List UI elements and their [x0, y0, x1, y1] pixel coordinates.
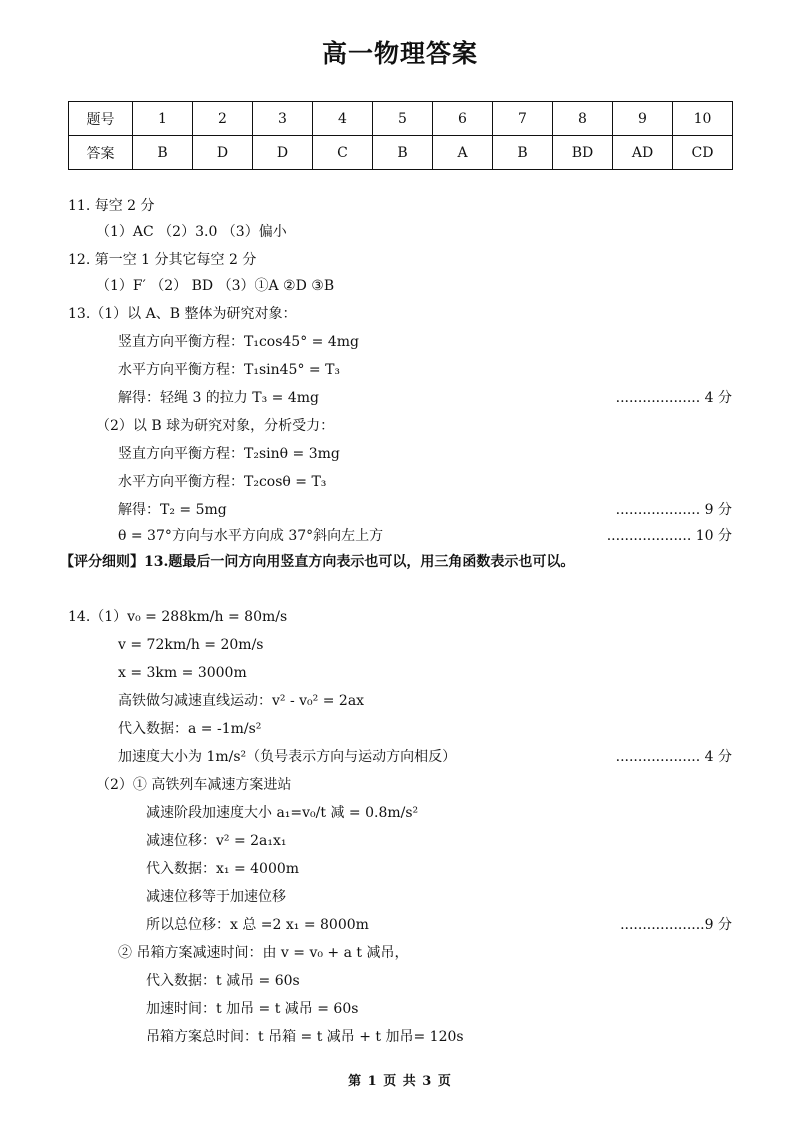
answer-cell: D: [193, 136, 253, 170]
answer-line: [0, 996, 800, 1022]
answer-line-text: 解得：T₂ = 5mg: [118, 502, 227, 518]
answer-cell: C: [313, 136, 373, 170]
answer-cell: AD: [613, 136, 673, 170]
answer-line-text: 13.（1）以 A、B 整体为研究对象：: [68, 306, 297, 322]
answer-line: [0, 469, 800, 495]
answer-line-text: 12. 第一空 1 分其它每空 2 分: [68, 252, 257, 268]
answer-line: [0, 549, 800, 575]
answer-line-text: 所以总位移：x 总 =2 x₁ = 8000m: [146, 917, 369, 933]
answer-line-text: 减速阶段加速度大小 a₁=v₀/t 减 = 0.8m/s²: [146, 805, 419, 821]
answer-line: [0, 329, 800, 355]
answer-cell: B: [373, 136, 433, 170]
page-title: 高一物理答案: [321, 39, 478, 68]
answer-line: [0, 441, 800, 467]
number-cell: 10: [673, 102, 733, 136]
score-label: ................... 10 分: [606, 528, 732, 544]
answer-line: [0, 247, 800, 273]
number-cell: 8: [553, 102, 613, 136]
answer-line-text: 【评分细则】13.题最后一问方向用竖直方向表示也可以，用三角函数表示也可以。: [60, 554, 575, 570]
answer-cell: D: [253, 136, 313, 170]
answer-line-text: 代入数据：a = -1m/s²: [118, 721, 262, 737]
answer-line: [0, 632, 800, 658]
page-footer: 第 1 页 共 3 页: [348, 1074, 452, 1089]
answer-line-text: 水平方向平衡方程：T₂cosθ = T₃: [118, 474, 327, 490]
answer-line-text: 解得：轻绳 3 的拉力 T₃ = 4mg: [118, 390, 319, 406]
answer-line-text: 水平方向平衡方程：T₁sin45° = T₃: [118, 362, 341, 378]
answer-line-text: θ = 37°方向与水平方向成 37°斜向左上方: [118, 528, 384, 544]
number-cell: 2: [193, 102, 253, 136]
answer-line: [0, 828, 800, 854]
answer-line: [0, 772, 800, 798]
answer-line-text: 加速度大小为 1m/s²（负号表示方向与运动方向相反）: [118, 749, 457, 765]
answer-line: [0, 968, 800, 994]
answer-line-text: 11. 每空 2 分: [68, 198, 155, 214]
answer-line-text: （1）AC （2）3.0 （3）偏小: [96, 224, 287, 240]
answer-line-text: 减速位移等于加速位移: [146, 889, 286, 905]
score-label: ................... 4 分: [615, 390, 732, 406]
answer-line: [0, 1024, 800, 1050]
number-cell: 5: [373, 102, 433, 136]
answer-line: [0, 660, 800, 686]
answer-line-text: 竖直方向平衡方程：T₁cos45° = 4mg: [118, 334, 359, 350]
answer-line-text: （2）以 B 球为研究对象，分析受力：: [96, 418, 335, 434]
answer-line: [0, 716, 800, 742]
answer-line-text: 代入数据：x₁ = 4000m: [146, 861, 300, 877]
row-header: 答案: [69, 136, 133, 170]
answer-line-text: 14.（1）v₀ = 288km/h = 80m/s: [68, 609, 288, 625]
table-row-numbers: [69, 102, 733, 136]
number-cell: 1: [133, 102, 193, 136]
answer-line: [0, 357, 800, 383]
answer-line-text: 减速位移：v² = 2a₁x₁: [146, 833, 287, 849]
answer-cell: BD: [553, 136, 613, 170]
answer-cell: B: [133, 136, 193, 170]
table-row-answers: [69, 136, 733, 170]
answer-line: [0, 604, 800, 630]
number-cell: 6: [433, 102, 493, 136]
score-label: ................... 4 分: [615, 749, 732, 765]
answer-line: [0, 273, 800, 299]
answer-line: [0, 940, 800, 966]
answer-line-text: （1）F′ （2） BD （3）①A ②D ③B: [96, 278, 335, 294]
number-cell: 7: [493, 102, 553, 136]
answer-line: [0, 884, 800, 910]
row-header: 题号: [69, 102, 133, 136]
answer-line-text: ② 吊箱方案减速时间：由 v = v₀ + a t 减吊，: [118, 945, 409, 961]
number-cell: 4: [313, 102, 373, 136]
answer-line-text: （2）① 高铁列车减速方案进站: [96, 777, 292, 793]
answer-line: [0, 193, 800, 219]
answer-line: [0, 800, 800, 826]
answer-line: [0, 219, 800, 245]
number-cell: 9: [613, 102, 673, 136]
answer-line-text: 高铁做匀减速直线运动：v² - v₀² = 2ax: [118, 693, 365, 709]
answer-line: [0, 744, 800, 770]
answer-line: [0, 688, 800, 714]
score-label: ...................9 分: [620, 917, 732, 933]
answer-line: [0, 856, 800, 882]
answer-line: [0, 385, 800, 411]
number-cell: 3: [253, 102, 313, 136]
answer-line: [0, 523, 800, 549]
answer-line-text: 竖直方向平衡方程：T₂sinθ = 3mg: [118, 446, 340, 462]
answer-line: [0, 497, 800, 523]
answer-line: [0, 912, 800, 938]
score-label: ................... 9 分: [615, 502, 732, 518]
answer-line-text: v = 72km/h = 20m/s: [118, 637, 264, 653]
answer-cell: CD: [673, 136, 733, 170]
answer-cell: A: [433, 136, 493, 170]
answer-table: [68, 101, 733, 170]
answer-line: [0, 413, 800, 439]
answer-line-text: 代入数据：t 减吊 = 60s: [146, 973, 300, 989]
answer-line-text: 加速时间：t 加吊 = t 减吊 = 60s: [146, 1001, 359, 1017]
answer-line-text: x = 3km = 3000m: [118, 665, 247, 681]
answer-line-text: 吊箱方案总时间：t 吊箱 = t 减吊 + t 加吊= 120s: [146, 1029, 464, 1045]
answer-line: [0, 301, 800, 327]
answer-cell: B: [493, 136, 553, 170]
